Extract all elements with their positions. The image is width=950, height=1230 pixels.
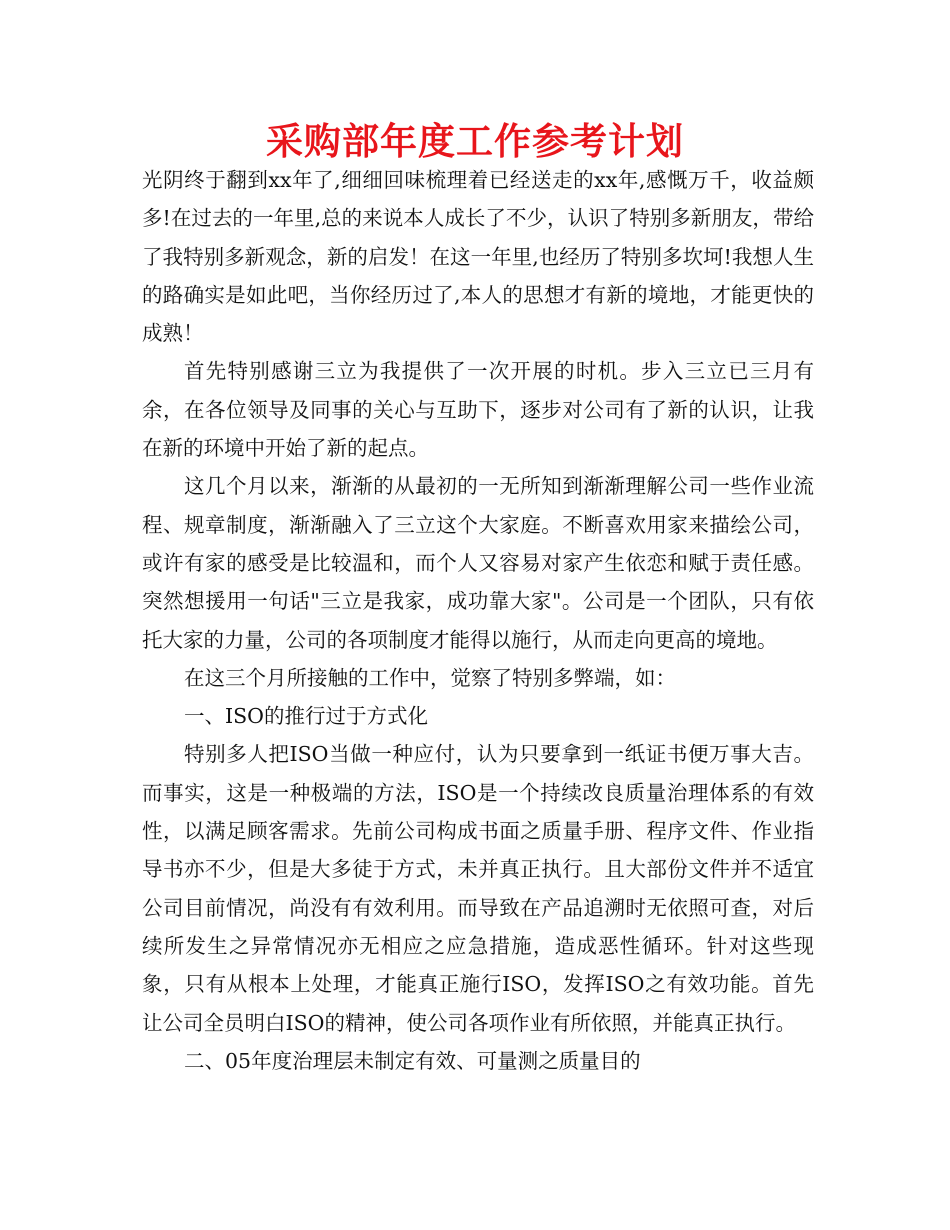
paragraph-issues-intro: 在这三个月所接触的工作中，觉察了特别多弊端，如： xyxy=(184,665,676,690)
paragraph-months: 这几个月以来，渐渐的从最初的一无所知到渐渐理解公司一些作业流程、规章制度，渐渐融入了三立这个大家庭。不断喜欢用家来描绘公司，或许有家的感受是比较温和，而个人又容易对家产生依恋和赋于责任感。突然想援用一句话"三立是我家，成功靠大家"。公司是一个团队，只有依托大家的力量，公司的各项制度才能得以施行，从而走向更高的境地。 xyxy=(142,474,814,652)
document-body xyxy=(142,161,814,1080)
paragraph-thanks: 首先特别感谢三立为我提供了一次开展的时机。步入三立已三月有余，在各位领导及同事的关心与互助下，逐步对公司有了新的认识，让我在新的环境中开始了新的起点。 xyxy=(142,359,814,461)
section-heading-quality-goals: 二、05年度治理层未制定有效、可量测之质量目的 xyxy=(184,1048,641,1073)
section-heading-iso: 一、ISO的推行过于方式化 xyxy=(184,704,428,729)
paragraph-iso: 特别多人把ISO当做一种应付，认为只要拿到一纸证书便万事大吉。而事实，这是一种极端的方法，ISO是一个持续改良质量治理体系的有效性，以满足顾客需求。先前公司构成书面之质量手册、程序文件、作业指导书亦不少，但是大多徒于方式，未并真正执行。且大部份文件并不适宜公司目前情况，尚没有有效利用。而导致在产品追溯时无依照可查，对后续所发生之异常情况亦无相应之应急措施，造成恶性循环。针对这些现象，只有从根本上处理，才能真正施行ISO，发挥ISO之有效功能。首先让公司全员明白ISO的精神，使公司各项作业有所依照，并能真正执行。 xyxy=(142,742,814,1035)
document-title: 采购部年度工作参考计划 xyxy=(266,120,684,163)
paragraph-intro: 光阴终于翻到xx年了,细细回味梳理着已经送走的xx年,感慨万千，收益颇多!在过去的一年里,总的来说本人成长了不少，认识了特别多新朋友，带给了我特别多新观念，新的启发！在这一年里,也经历了特别多坎坷!我想人生的路确实是如此吧，当你经历过了,本人的思想才有新的境地，才能更快的成熟！ xyxy=(142,168,814,346)
